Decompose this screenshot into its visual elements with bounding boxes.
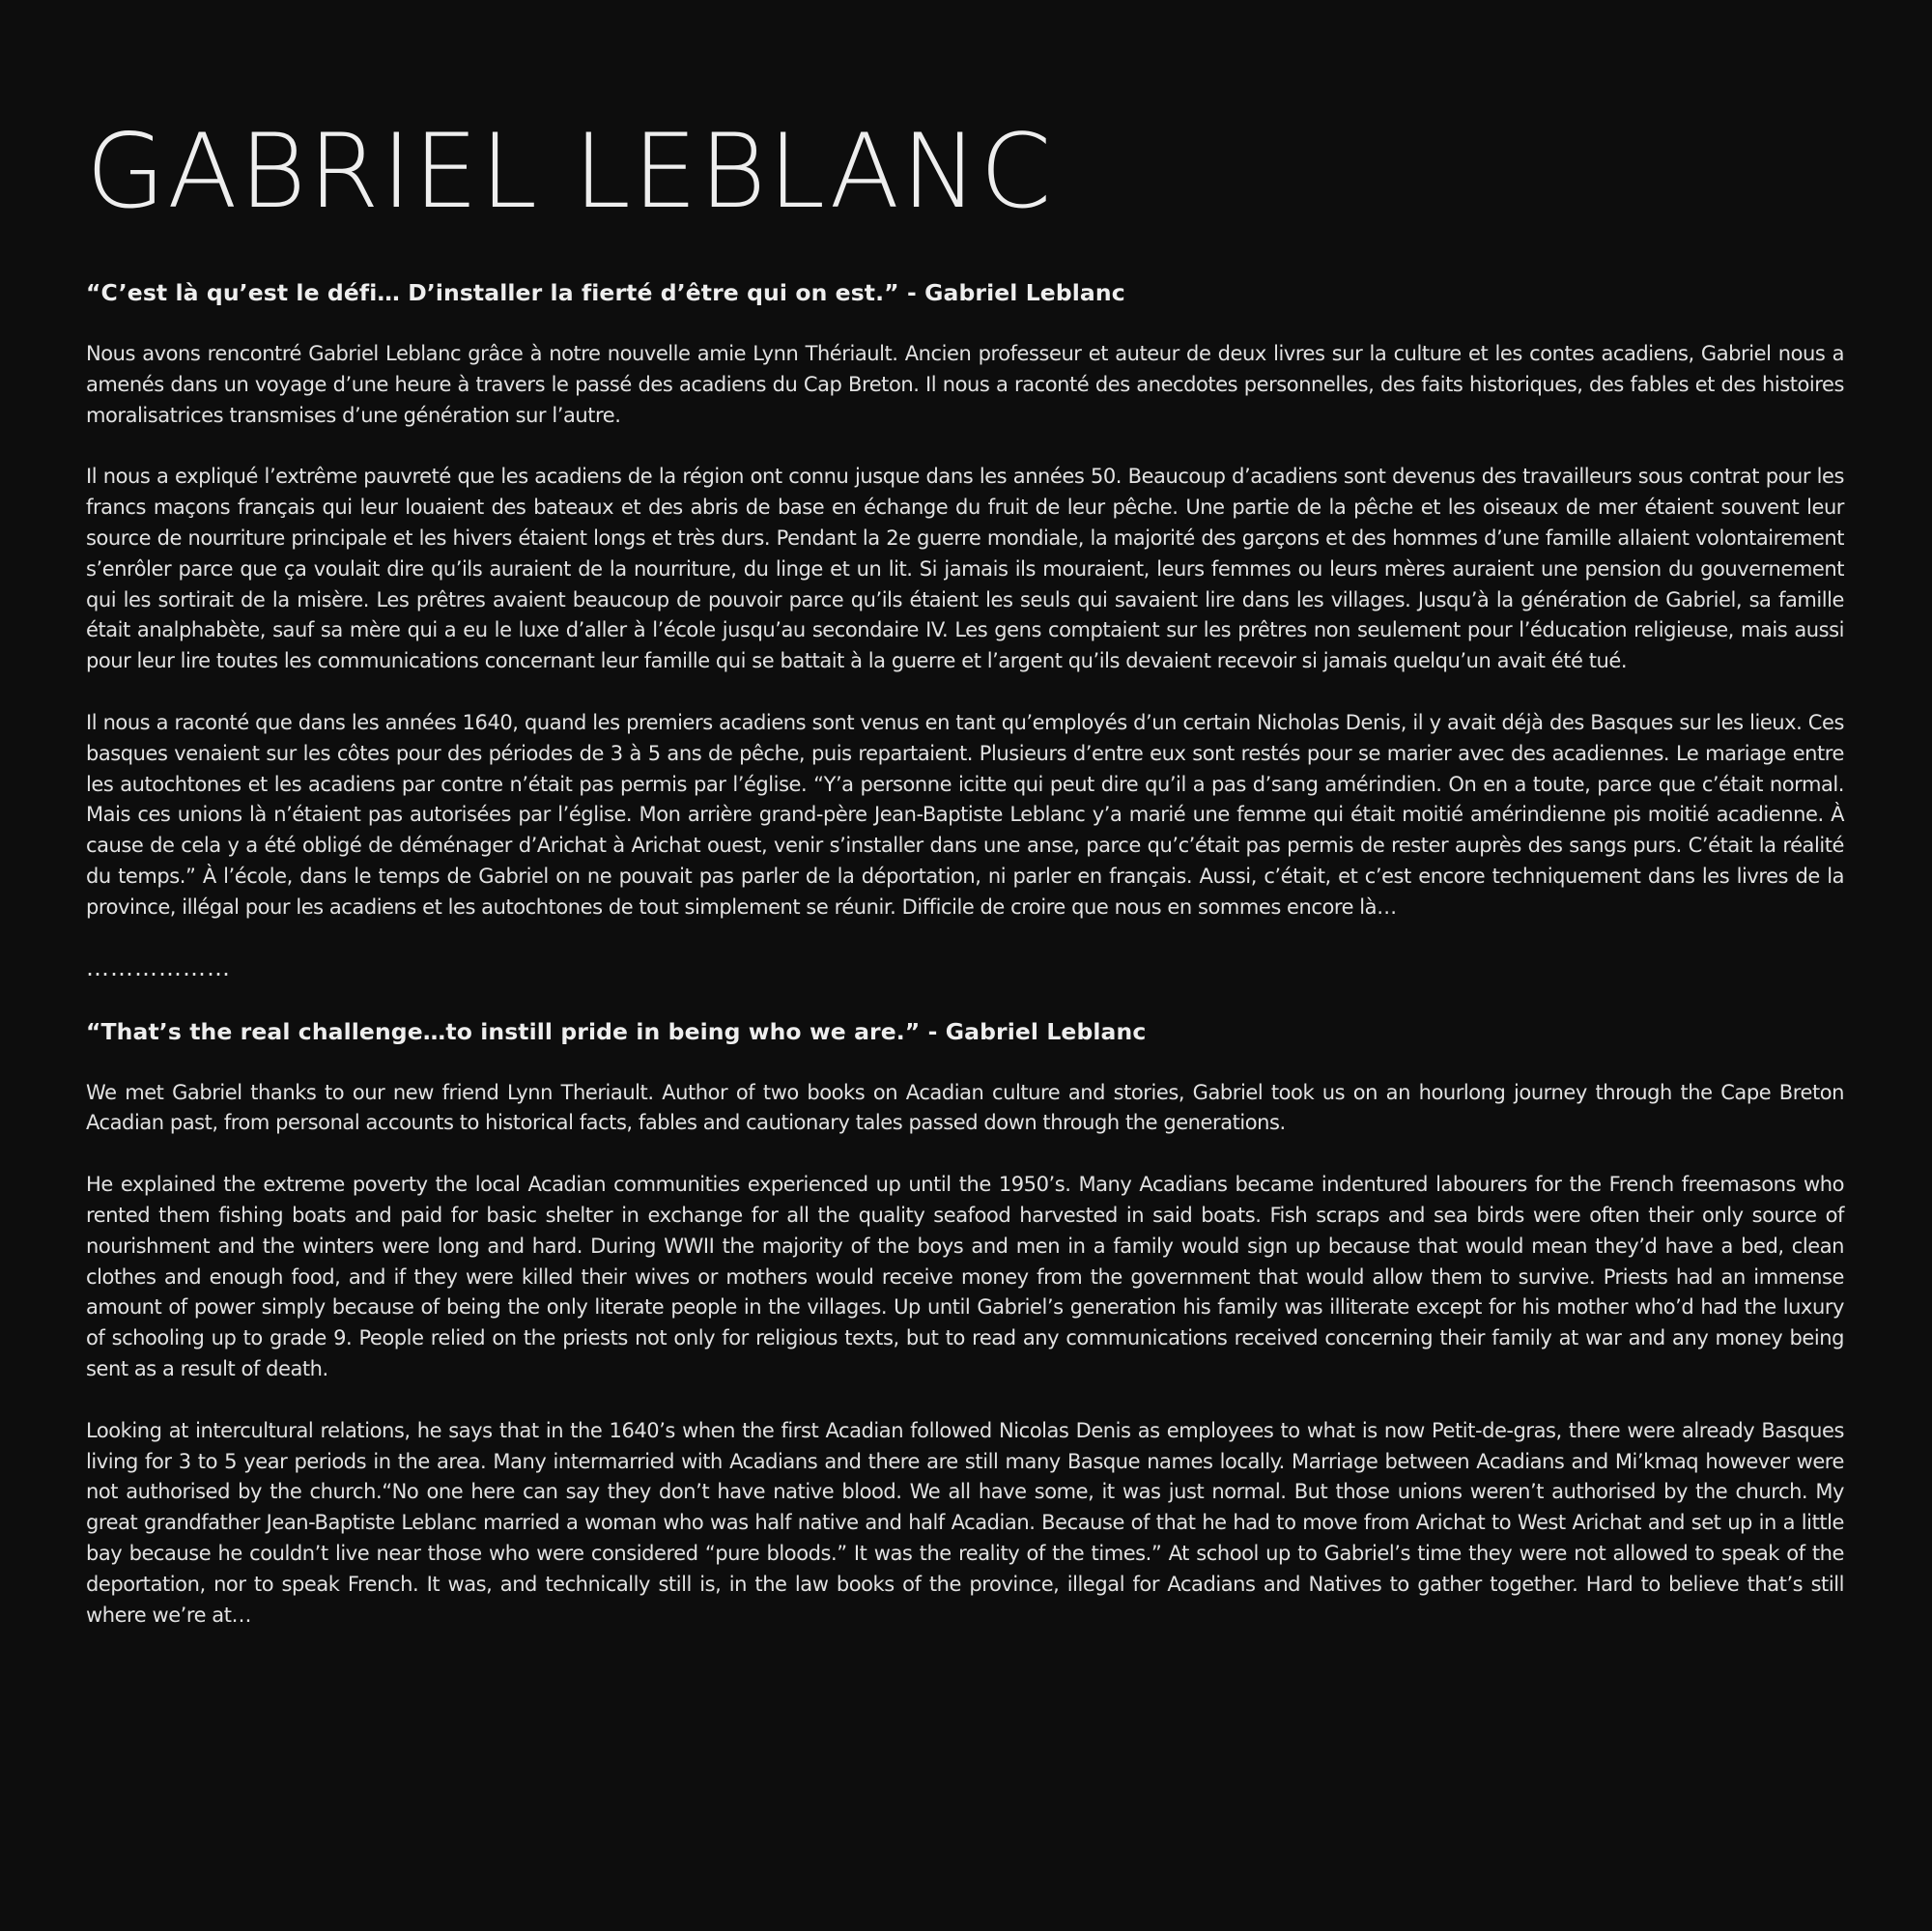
english-paragraph-2: He explained the extreme poverty the local Acadian communities experienced up until the 1950’s. Many Acadians became indentured labourers for the French freemasons who rented them fishing boats and paid for basic shelter in exchange for all the quality seafood harvested in said boats. Fish scraps and sea birds were often their only source of nourishment and the winters were long and hard. During WWII the majority of the boys and men in a family would sign up because that would mean they’d have a bed, clean clothes and enough food, and if they were killed their wives or mothers would receive money from the government that would allow them to survive. Priests had an immense amount of power simply because of being the only literate people in the villages. Up until Gabriel’s generation his family was illiterate except for his mother who’d had the luxury of schooling up to grade 9. People relied on the priests not only for religious texts, but to read any communications received concerning their family at war and any money being sent as a result of death. xyxy=(86,1173,1844,1380)
english-paragraph-1: We met Gabriel thanks to our new friend Lynn Theriault. Author of two books on Acadian culture and stories, Gabriel took us on an hourlong journey through the Cape Breton Acadian past, from personal accounts to historical facts, fables and cautionary tales passed down through the generations. xyxy=(86,1080,1844,1135)
english-section xyxy=(86,1016,1844,1632)
french-quote: “C’est là qu’est le défi… D’installer la fierté d’être qui on est.” - Gabriel Leblanc xyxy=(86,279,1125,306)
french-paragraph-3: Il nous a raconté que dans les années 1640, quand les premiers acadiens sont venus en tant qu’employés d’un certain Nicholas Denis, il y avait déjà des Basques sur les lieux. Ces basques venaient sur les côtes pour des périodes de 3 à 5 ans de pêche, puis repartaient. Plusieurs d’entre eux sont restés pour se marier avec des acadiennes. Le mariage entre les autochtones et les acadiens par contre n’était pas permis par l’église. “Y’a personne icitte qui peut dire qu’il a pas d’sang amérindien. On en a toute, parce que c’était normal. Mais ces unions là n’étaient pas autorisées par l’église. Mon arrière grand-père Jean-Baptiste Leblanc y’a marié une femme qui était moitié amérindienne pis moitié acadienne. À cause de cela y a été obligé de déménager d’Arichat à Arichat ouest, venir s’installer dans une anse, parce qu’c’était pas permis de rester auprès des sangs purs. C’était la réalité du temps.” À l’école, dans le temps de Gabriel on ne pouvait pas parler de la déportation, ni parler en français. Aussi, c’était, et c’est encore techniquement dans les livres de la province, illégal pour les acadiens et les autochtones de tout simplement se réunir. Difficile de croire que nous en sommes encore là… xyxy=(86,710,1844,919)
english-quote: “That’s the real challenge…to instill pride in being who we are.” - Gabriel Leblanc xyxy=(86,1017,1147,1045)
page-title: GABRIEL LEBLANC xyxy=(86,112,1054,231)
section-separator: ……………… xyxy=(86,953,231,981)
english-paragraph-3: Looking at intercultural relations, he says that in the 1640’s when the first Acadian followed Nicolas Denis as employees to what is now Petit-de-gras, there were already Basques living for 3 to 5 year periods in the area. Many intermarried with Acadians and there are still many Basque names locally. Marriage between Acadians and Mi’kmaq however were not authorised by the church.“No one here can say they don’t have native blood. We all have some, it was just normal. But those unions weren’t authorised by the church. My great grandfather Jean-Baptiste Leblanc married a woman who was half native and half Acadian. Because of that he had to move from Arichat to West Arichat and set up in a little bay because he couldn’t live near those who were considered “pure bloods.” It was the reality of the times.” At school up to Gabriel’s time they were not allowed to speak of the deportation, nor to speak French. It was, and technically still is, in the law books of the province, illegal for Acadians and Natives to gather together. Hard to believe that’s still where we’re at… xyxy=(86,1418,1844,1627)
article-content xyxy=(86,277,1844,1661)
french-paragraph-1: Nous avons rencontré Gabriel Leblanc grâce à notre nouvelle amie Lynn Thériault. Ancien professeur et auteur de deux livres sur la culture et les contes acadiens, Gabriel nous a amenés dans un voyage d’une heure à travers le passé des acadiens du Cap Breton. Il nous a raconté des anecdotes personnelles, des faits historiques, des fables et des histoires moralisatrices transmises d’une génération sur l’autre. xyxy=(86,342,1844,427)
french-paragraph-2: Il nous a expliqué l’extrême pauvreté que les acadiens de la région ont connu jusque dans les années 50. Beaucoup d’acadiens sont devenus des travailleurs sous contrat pour les francs maçons français qui leur louaient des bateaux et des abris de base en échange du fruit de leur pêche. Une partie de la pêche et les oiseaux de mer étaient souvent leur source de nourriture principale et les hivers étaient longs et très durs. Pendant la 2e guerre mondiale, la majorité des garçons et des hommes d’une famille allaient volontairement s’enrôler parce que ça voulait dire qu’ils auraient de la nourriture, du linge et un lit. Si jamais ils mouraient, leurs femmes ou leurs mères auraient une pension du gouvernement qui les sortirait de la misère. Les prêtres avaient beaucoup de pouvoir parce qu’ils étaient les seuls qui savaient lire dans les villages. Jusqu’à la génération de Gabriel, sa famille était analphabète, sauf sa mère qui a eu le luxe d’aller à l’école jusqu’au secondaire IV. Les gens comptaient sur les prêtres non seulement pour l’éducation religieuse, mais aussi pour leur lire toutes les communications concernant leur famille qui se battait à la guerre et l’argent qu’ils devaient recevoir si jamais quelqu’un avait été tué. xyxy=(86,465,1844,673)
french-section xyxy=(86,277,1844,923)
